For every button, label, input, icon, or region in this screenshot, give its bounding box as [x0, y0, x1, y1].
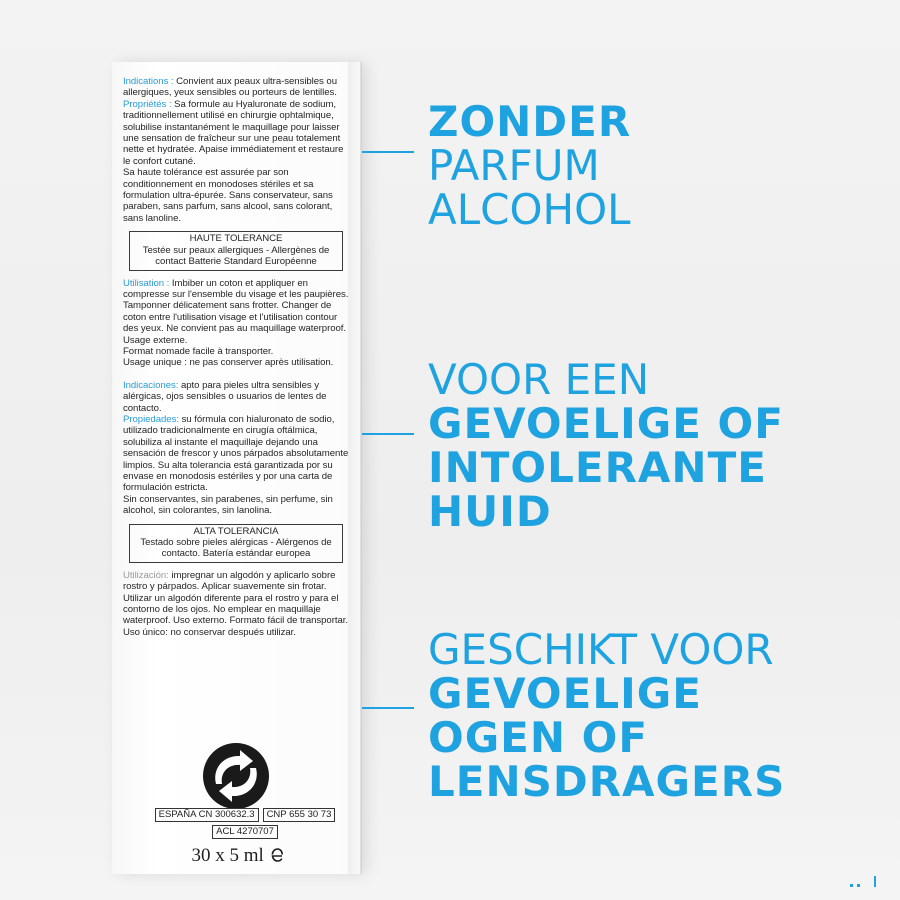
- recycle-icon-circle: [203, 743, 269, 809]
- fr-usage: Usage unique : ne pas conserver après utilisation.: [123, 357, 334, 369]
- es-indicaciones: Indicaciones: apto para pieles ultra sensibles y alérgicas, ojos sensibles o usuarios de lentes de contacto.: [123, 379, 327, 414]
- es-tolerance-box: [129, 524, 343, 563]
- connector-line-3: [362, 707, 414, 709]
- es-tolerance-box-title: ALTA TOLERANCIA: [193, 525, 279, 537]
- fr-tolerance-box: [129, 231, 343, 270]
- claim-3-light: GESCHIKT VOOR: [428, 625, 774, 674]
- es-sin: Sin conservantes, sin parabenes, sin perfume, sin alcohol, sin colorantes, sin lanolina.: [123, 493, 333, 517]
- fr-tolerance-box-title: HAUTE TOLERANCE: [189, 233, 283, 245]
- brand-mark-bar: [874, 876, 876, 887]
- fr-format: Format nomade facile à transporter.: [123, 345, 274, 357]
- connector-line-1: [362, 151, 414, 153]
- quantity-line: [122, 845, 354, 867]
- claim-2-bold-1: GEVOELIGE OF: [428, 399, 784, 448]
- brand-mark-dot-2: [857, 884, 860, 887]
- acl-code: ACL 4270707: [212, 825, 278, 839]
- recycle-icon: [200, 740, 272, 812]
- claim-3-bold-3: LENSDRAGERS: [428, 757, 786, 806]
- quantity-text: 30 x 5 ml: [191, 845, 264, 866]
- fr-tolerance-text: Sa haute tolérance est assurée par son conditionnement en monodoses stériles et sa formulation ultra-épurée. Sans conservateur, sans paraben, sans parfum, sans alcool, sans colorant, sans lanoline.: [123, 167, 333, 224]
- cnp-code: CNP 655 30 73: [263, 808, 336, 822]
- product-box-edge: [348, 62, 364, 874]
- product-label-text: [123, 76, 349, 638]
- brand-mark-dot-1: [850, 884, 853, 887]
- claim-1-line-3: ALCOHOL: [428, 185, 631, 234]
- claim-3-bold-1: GEVOELIGE: [428, 669, 702, 718]
- fr-proprietes: Propriétés : Sa formule au Hyaluronate de sodium, traditionnellement utilisé en chirurgie ophtalmique, solubilise instantanément le maquillage pour laisser une sensation de fraîcheur sur une peau totalement nette et hydratée. Apaise immédiatement et restaure le confort cutané.: [123, 98, 344, 167]
- claim-2-bold-3: HUID: [428, 487, 552, 536]
- claim-2-light: VOOR EEN: [428, 355, 650, 404]
- es-utilizacion: Utilización: impregnar un algodón y aplicarlo sobre rostro y párpados. Aplicar suavemente sin frotar. Utilizar un algodón diferente para el rostro y para el contorno de los ojos. No emplear en maquillaje waterproof. Uso externo. Formato fácil de transportar. Uso único: no conservar después utilizar.: [123, 569, 348, 638]
- fr-tolerance-box-text: Testée sur peaux allergiques - Allergènes de contact Batterie Standard Européenne: [142, 244, 330, 268]
- claim-sensitive-skin: [428, 355, 784, 536]
- product-codes: [140, 808, 350, 842]
- fr-indications: Indications : Convient aux peaux ultra-sensibles ou allergiques, yeux sensibles ou porteurs de lentilles.: [123, 76, 337, 99]
- es-propiedades: Propiedades: su fórmula con hialuronato de sodio, utilizado tradicionalmente en cirugía oftálmica, solubiliza al instante el maquillaje dejando una sensación de frescor y unos párpados absolutamente limpios. Su alta tolerancia está garantizada por su envase en monodosis estériles y por una carta de formulación estricta.: [123, 413, 349, 494]
- claim-fragrance-alcohol-free: [428, 97, 632, 234]
- es-tolerance-box-text: Testado sobre pieles alérgicas - Alérgenos de contacto. Batería estándar europea: [140, 537, 332, 560]
- estimated-sign-icon: [269, 847, 285, 863]
- claim-1-line-2: PARFUM: [428, 141, 600, 190]
- claim-sensitive-eyes: [428, 625, 786, 806]
- claim-3-bold-2: OGEN OF: [428, 713, 649, 762]
- espana-cn-code: ESPAÑA CN 300632.3: [155, 808, 259, 822]
- fr-utilisation: Utilisation : Imbiber un coton et appliquer en compresse sur l'ensemble du visage et les paupières. Tamponner délicatement sans frotter. Changer de coton entre l'utilisation visage et l'utilisation contour des yeux. Ne convient pas au maquillage waterproof. Usage externe.: [123, 277, 349, 346]
- claim-2-bold-2: INTOLERANTE: [428, 443, 767, 492]
- brand-mark-icon: [848, 872, 888, 890]
- claim-1-bold: ZONDER: [428, 97, 632, 146]
- connector-line-2: [362, 433, 414, 435]
